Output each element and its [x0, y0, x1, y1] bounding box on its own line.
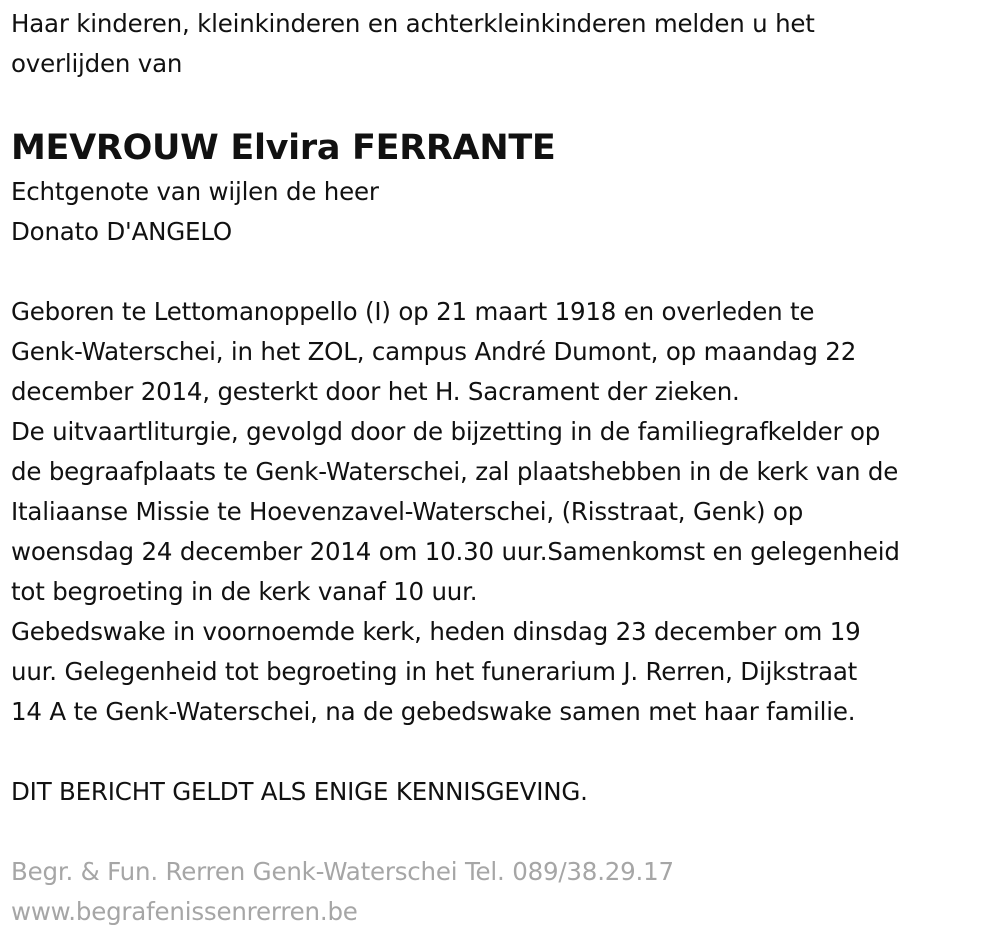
deceased-name: MEVROUW Elvira FERRANTE: [11, 128, 556, 168]
notice-body: Geboren te Lettomanoppello (I) op 21 maart 1918 en overleden te Genk-Waterschei, in het ZOL, campus André Dumont, op maandag 22 december 2014, gesterkt door het H. Sacrament der zieken. De uitvaartliturgie, gevolgd door de bijzetting in de familiegrafkelder op de begraafplaats te Genk-Waterschei, zal plaatshebben in de kerk van de Italiaanse Missie te Hoevenzavel-Waterschei, (Risstraat, Genk) op woensdag 24 december 2014 om 10.30 uur.Samenkomst en gelegenheid tot begroeting in de kerk vanaf 10 uur. Gebedswake in voornoemde kerk, heden dinsdag 23 december om 19 uur. Gelegenheid tot begroeting in het funerarium J. Rerren, Dijkstraat 14 A te Genk-Waterschei, na de gebedswake samen met haar familie.: [11, 297, 900, 726]
death-notice: [11, 4, 991, 932]
funeral-home-footer: Begr. & Fun. Rerren Genk-Waterschei Tel. 089/38.29.17 www.begrafenissenrerren.be: [11, 857, 674, 926]
spouse-text: Echtgenote van wijlen de heer Donato D'ANGELO: [11, 177, 379, 246]
closing-statement: DIT BERICHT GELDT ALS ENIGE KENNISGEVING.: [11, 777, 588, 806]
intro-text: Haar kinderen, kleinkinderen en achterkleinkinderen melden u het overlijden van: [11, 9, 815, 78]
